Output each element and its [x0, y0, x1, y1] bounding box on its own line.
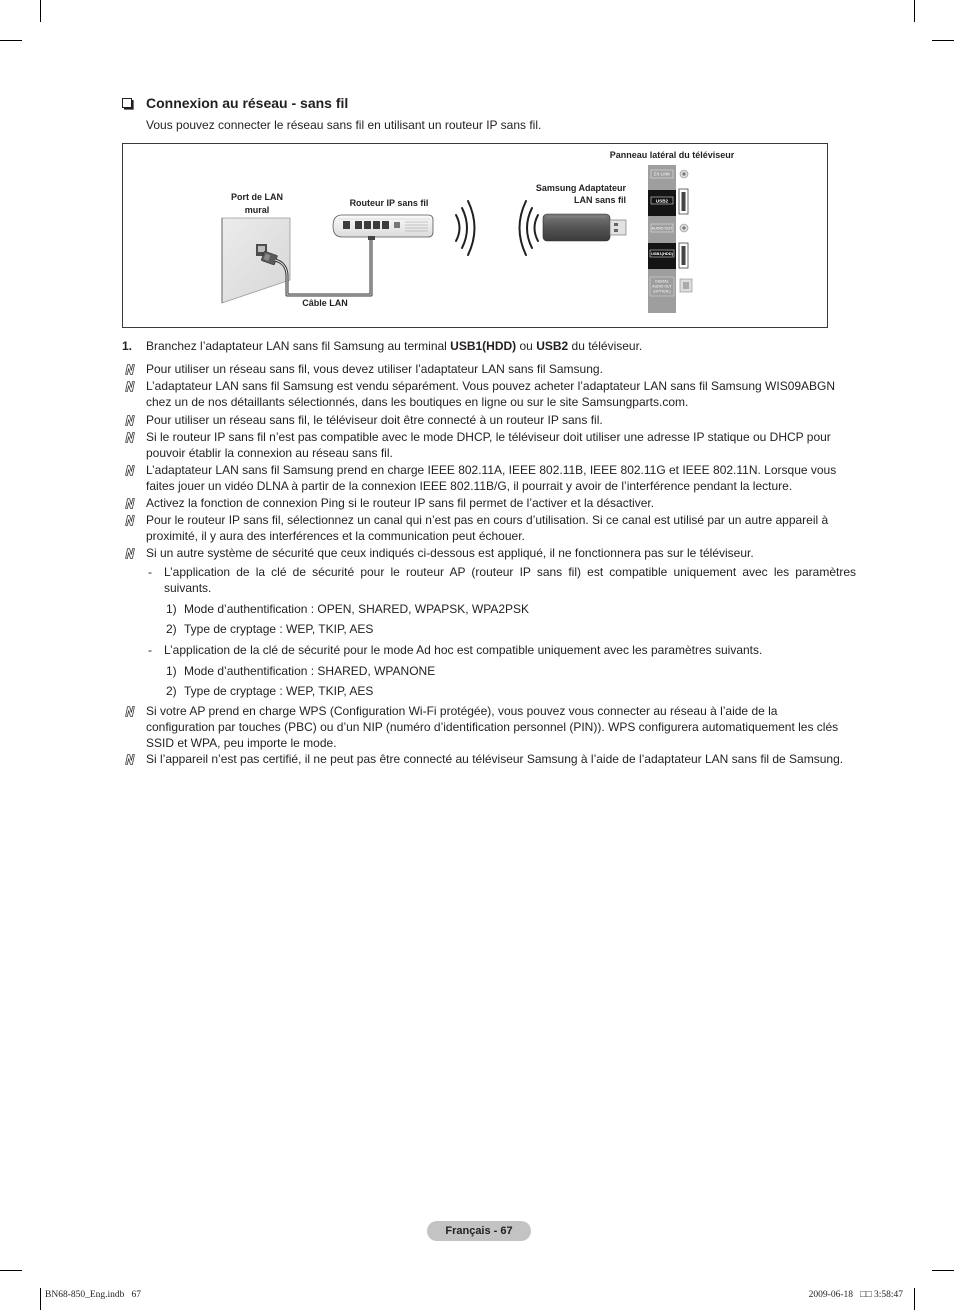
- note-icon: [125, 498, 135, 509]
- sub-item-number: 1): [166, 664, 177, 678]
- sub-text-line: suivants.: [164, 581, 212, 595]
- note-icon: [125, 548, 135, 559]
- note-item: [122, 751, 862, 767]
- usb-port-icon: [679, 243, 688, 268]
- tv-port-label-optical: AUDIO OUT: [652, 284, 672, 289]
- tv-side-panel: [648, 165, 692, 313]
- checkbox-icon: [122, 98, 134, 110]
- adapter-label: LAN sans fil: [573, 195, 626, 205]
- sub-item-text: Type de cryptage : WEP, TKIP, AES: [184, 684, 374, 698]
- sub-item-number: 2): [166, 622, 177, 636]
- cable-label: Câble LAN: [302, 298, 348, 308]
- diagram-canvas: [122, 143, 828, 328]
- tv-port-label-usb1: USB1(HDD): [651, 251, 673, 257]
- note-icon: [125, 364, 135, 375]
- note-item: [122, 512, 862, 544]
- note-text-line: Activez la fonction de connexion Ping si le routeur IP sans fil permet de l’activer et la désactiver.: [146, 496, 655, 510]
- sub-item-text: Mode d’authentification : SHARED, WPANONE: [184, 664, 436, 678]
- dash-bullet: -: [148, 643, 152, 657]
- note-text-line: configuration par touches (PBC) ou d’un NIP (numéro d’identification personnel (PIN)). WPS configurera automatiquement les clés: [146, 720, 839, 734]
- wireless-router: [333, 215, 433, 240]
- note-icon: [125, 754, 135, 765]
- jack-port-icon: [680, 224, 688, 232]
- usb-port-icon: [679, 189, 688, 214]
- tv-port-label-audio-out: AUDIO OUT: [651, 226, 673, 231]
- note-text-line: Si le routeur IP sans fil n’est pas compatible avec le mode DHCP, le téléviseur doit utiliser une adresse IP statique ou DHCP pour: [146, 430, 831, 444]
- tv-port-label-optical: (OPTICAL): [653, 289, 671, 294]
- crop-mark: [932, 1270, 954, 1271]
- tv-port-label-optical: DIGITAL: [655, 279, 669, 284]
- note-text-line: Si un autre système de sécurité que ceux indiqués ci-dessous est appliqué, il ne fonctionnera pas sur le téléviseur.: [146, 546, 754, 560]
- note-icon: [125, 415, 135, 426]
- note-text-line: SSID et WPA, peu importe le mode.: [146, 736, 337, 750]
- print-slug-file: BN68-850_Eng.indb 67: [45, 1290, 142, 1300]
- note-item: [122, 545, 862, 561]
- tv-panel-label: Panneau latéral du téléviseur: [609, 150, 735, 160]
- connection-diagram: [122, 143, 828, 328]
- note-text-line: proximité, il y aura des interférences et la communication peut échouer.: [146, 529, 525, 543]
- crop-mark: [40, 1288, 41, 1310]
- note-text-line: Pour utiliser un réseau sans fil, le téléviseur doit être connecté à un routeur IP sans fil.: [146, 413, 603, 427]
- wireless-signal-icon: [456, 201, 475, 255]
- print-slug-date: 2009-06-18 □□ 3:58:47: [808, 1290, 903, 1300]
- sub-text-line: L’application de la clé de sécurité pour le mode Ad hoc est compatible uniquement avec les paramètres suivants.: [164, 643, 763, 657]
- note-item: [122, 361, 862, 377]
- section-title: Connexion au réseau - sans fil: [146, 95, 349, 111]
- note-icon: [125, 381, 135, 392]
- crop-mark: [0, 40, 22, 41]
- tv-port-label-exlink: EX-LINK: [653, 171, 671, 177]
- optical-port-icon: [680, 279, 692, 292]
- note-text-line: L’adaptateur LAN sans fil Samsung prend en charge IEEE 802.11A, IEEE 802.11B, IEEE 802.11G et IEEE 802.11N. Lorsque vous: [146, 463, 837, 477]
- page-number-badge: Français - 67: [427, 1221, 531, 1241]
- sub-item-number: 2): [166, 684, 177, 698]
- sub-item-text: Type de cryptage : WEP, TKIP, AES: [184, 622, 374, 636]
- note-icon: [125, 465, 135, 476]
- step-terminal-usb2: USB2: [536, 339, 569, 353]
- step-text: [146, 338, 642, 354]
- note-item: [122, 429, 862, 461]
- note-item: [122, 378, 862, 410]
- note-item: [122, 462, 862, 494]
- step-terminal-usb1: USB1(HDD): [450, 339, 517, 353]
- note-text-line: L’adaptateur LAN sans fil Samsung est vendu séparément. Vous pouvez acheter l’adaptateur LAN sans fil Samsung WIS09ABGN: [146, 379, 836, 393]
- wall-port-label: mural: [244, 205, 270, 215]
- note-text-line: Si l’appareil n’est pas certifié, il ne peut pas être connecté au téléviseur Samsung à l’aide de l’adaptateur LAN sans fil de Samsung.: [146, 752, 844, 766]
- note-text-line: chez un de nos détaillants sélectionnés, dans les boutiques en ligne ou sur le site Samsungparts.com.: [146, 395, 689, 409]
- dash-bullet: -: [148, 565, 152, 579]
- crop-mark: [914, 0, 915, 22]
- sub-text-line: L’application de la clé de sécurité pour le routeur AP (routeur IP sans fil) est compatible uniquement avec les paramètres: [164, 565, 856, 579]
- step-text-part: du téléviseur.: [568, 339, 643, 353]
- note-text-line: faites jouer un vidéo DLNA à partir de la connexion IEEE 802.11B/G, il pourrait y avoir de l’interférence pendant la lecture.: [146, 479, 793, 493]
- step-number: 1.: [122, 339, 133, 353]
- router-label: Routeur IP sans fil: [349, 198, 429, 208]
- note-text-line: Si votre AP prend en charge WPS (Configuration Wi-Fi protégée), vous pouvez vous connecter au réseau à l’aide de la: [146, 704, 778, 718]
- wall-port-label: Port de LAN: [230, 192, 284, 202]
- adapter-label: Samsung Adaptateur: [535, 183, 626, 193]
- tv-port-label-usb2: USB2: [655, 198, 669, 204]
- wireless-signal-icon: [520, 201, 539, 255]
- crop-mark: [40, 0, 41, 22]
- section-intro: Vous pouvez connecter le réseau sans fil en utilisant un routeur IP sans fil.: [146, 118, 542, 132]
- sub-item-text: Mode d’authentification : OPEN, SHARED, WPAPSK, WPA2PSK: [184, 602, 530, 616]
- jack-port-icon: [680, 170, 688, 178]
- crop-mark: [0, 1270, 22, 1271]
- note-icon: [125, 432, 135, 443]
- note-text-line: Pour le routeur IP sans fil, sélectionnez un canal qui n’est pas en cours d’utilisation. Si ce canal est utilisé par un autre appareil à: [146, 513, 829, 527]
- note-text-line: Pour utiliser un réseau sans fil, vous devez utiliser l’adaptateur LAN sans fil Samsung.: [146, 362, 603, 376]
- sub-item-number: 1): [166, 602, 177, 616]
- note-item: [122, 495, 862, 511]
- crop-mark: [914, 1288, 915, 1310]
- note-icon: [125, 706, 135, 717]
- crop-mark: [932, 40, 954, 41]
- note-item: [122, 703, 862, 751]
- note-text-line: pouvoir établir la connexion au réseau sans fil.: [146, 446, 393, 460]
- note-icon: [125, 515, 135, 526]
- step-text-part: Branchez l’adaptateur LAN sans fil Samsung au terminal: [146, 339, 451, 353]
- wireless-lan-adapter: [543, 214, 626, 241]
- step-text-part: ou: [516, 339, 537, 353]
- note-item: [122, 412, 862, 428]
